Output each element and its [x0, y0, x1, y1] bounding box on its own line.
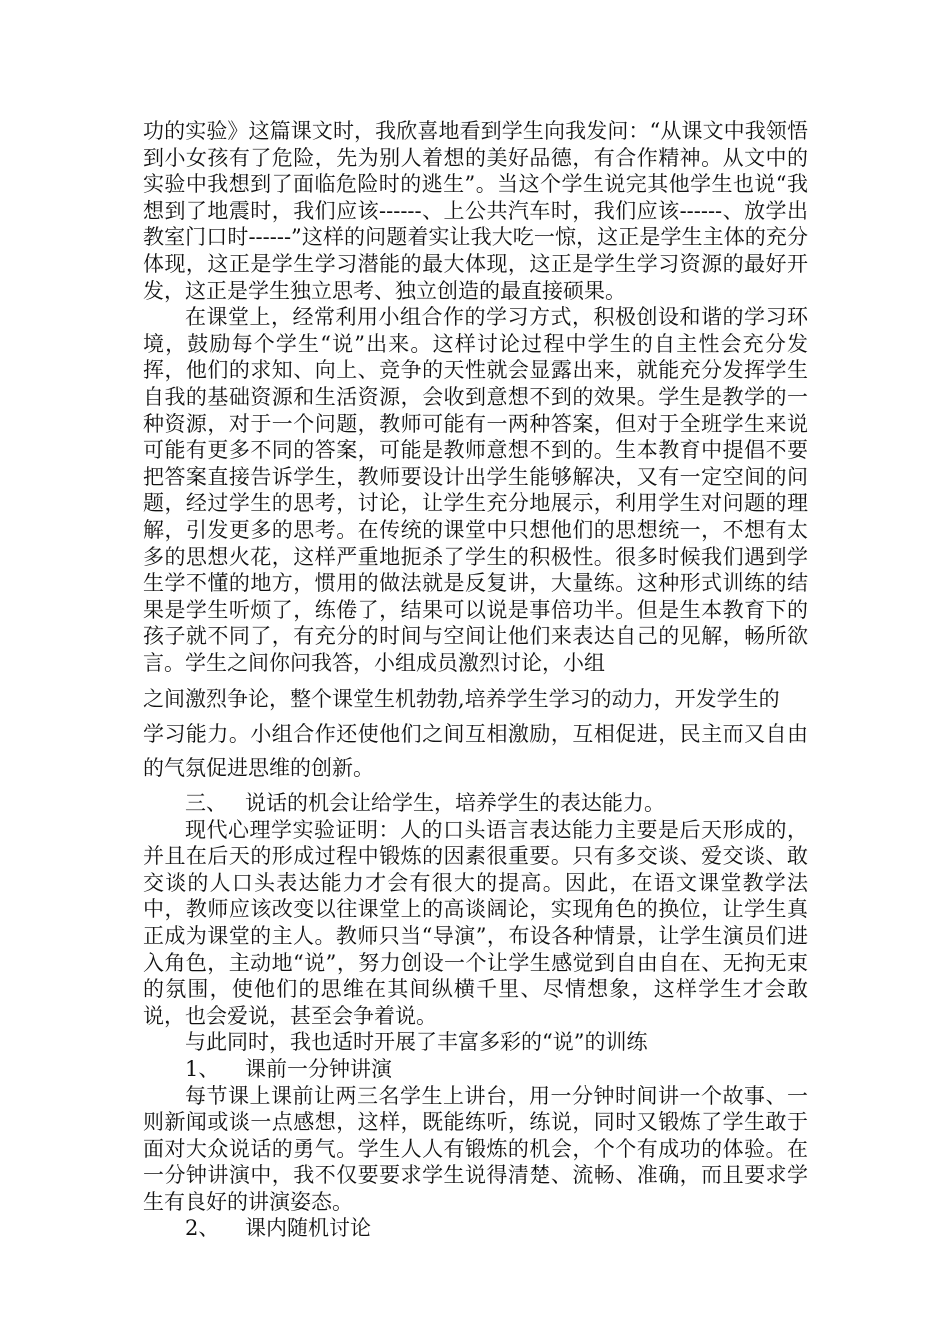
- paragraph-group-cooperation-cont-1: 之间激烈争论，整个课堂生机勃勃,培养学生学习的动力，开发学生的: [143, 687, 780, 712]
- paragraph-experiment-lesson: 功的实验》这篇课文时，我欣喜地看到学生向我发问：“从课文中我领悟到小女孩有了危险，先为别人着想的美好品德，有合作精神。从文中的实验中我想到了面临危险时的逃生”。当这个学生说完其他学生也说“我想到了地震时，我们应该------、上公共汽车时，我们应该------、放学出教室门口时------”这样的问题着实让我大吃一惊，这正是学生主体的充分体现，这正是学生学习潜能的最大体现，这正是学生学习资源的最好开发，这正是学生独立思考、独立创造的最直接硕果。: [143, 119, 808, 303]
- paragraph-group-cooperation: 在课堂上，经常利用小组合作的学习方式，积极创设和谐的学习环境，鼓励每个学生“说”出来。这样讨论过程中学生的自主性会充分发挥，他们的求知、向上、竞争的天性就会显露出来，就能充分发挥学生自我的基础资源和生活资源，会收到意想不到的效果。学生是教学的一种资源，对于一个问题，教师可能有一两种答案，但对于全班学生来说可能有更多不同的答案，可能是教师意想不到的。生本教育中提倡不要把答案直接告诉学生，教师要设计出学生能够解决，又有一定空间的问题，经过学生的思考，讨论，让学生充分地展示，利用学生对问题的理解，引发更多的思考。在传统的课堂中只想他们的思想统一，不想有太多的思想火花，这样严重地扼杀了学生的积极性。很多时候我们遇到学生学不懂的地方，惯用的做法就是反复讲，大量练。这种形式训练的结果是学生听烦了，练倦了，结果可以说是事倍功半。但是生本教育下的孩子就不同了，有充分的时间与空间让他们来表达自己的见解，畅所欲言。学生之间你问我答，小组成员激烈讨论，小组: [143, 305, 808, 675]
- subheading-number: 1、: [185, 1056, 220, 1081]
- paragraph-psychology: 现代心理学实验证明：人的口头语言表达能力主要是后天形成的，并且在后天的形成过程中锻炼的因素很重要。只有多交谈、爱交谈、敢交谈的人口头表达能力才会有很大的提高。因此，在语文课堂教学法中，教师应该改变以往课堂上的高谈阔论，实现角色的换位，让学生真正成为课堂的主人。教师只当“导演”，布设各种情景，让学生演员们进入角色，主动地“说”，努力创设一个让学生感觉到自由自在、无拘无束的氛围，使他们的思维在其间纵横千里、尽情想象，这样学生才会敢说，也会爱说，甚至会争着说。: [143, 817, 808, 1028]
- paragraph-training-intro: 与此同时，我也适时开展了丰富多彩的“说”的训练: [185, 1030, 648, 1055]
- section-heading-3: [143, 790, 808, 817]
- subheading-2: [143, 1215, 808, 1242]
- section-number: 三、: [185, 790, 227, 815]
- section-title: 说话的机会让给学生，培养学生的表达能力。: [245, 790, 665, 815]
- subheading-title: 课内随机讨论: [245, 1216, 371, 1241]
- paragraph-one-minute-speech: 每节课上课前让两三名学生上讲台，用一分钟时间讲一个故事、一则新闻或谈一点感想，这样，既能练听，练说，同时又锻炼了学生敢于面对大众说话的勇气。学生人人有锻炼的机会，个个有成功的体验。在一分钟讲演中，我不仅要要求学生说得清楚、流畅、准确，而且要求学生有良好的讲演姿态。: [143, 1083, 808, 1214]
- document-body: [143, 118, 808, 1242]
- paragraph-group-cooperation-cont-2: 学习能力。小组合作还使他们之间互相激励，互相促进，民主而又自由的气氛促进思维的创新。: [143, 721, 808, 781]
- subheading-number: 2、: [185, 1216, 220, 1241]
- subheading-title: 课前一分钟讲演: [245, 1056, 392, 1081]
- subheading-1: [143, 1056, 808, 1083]
